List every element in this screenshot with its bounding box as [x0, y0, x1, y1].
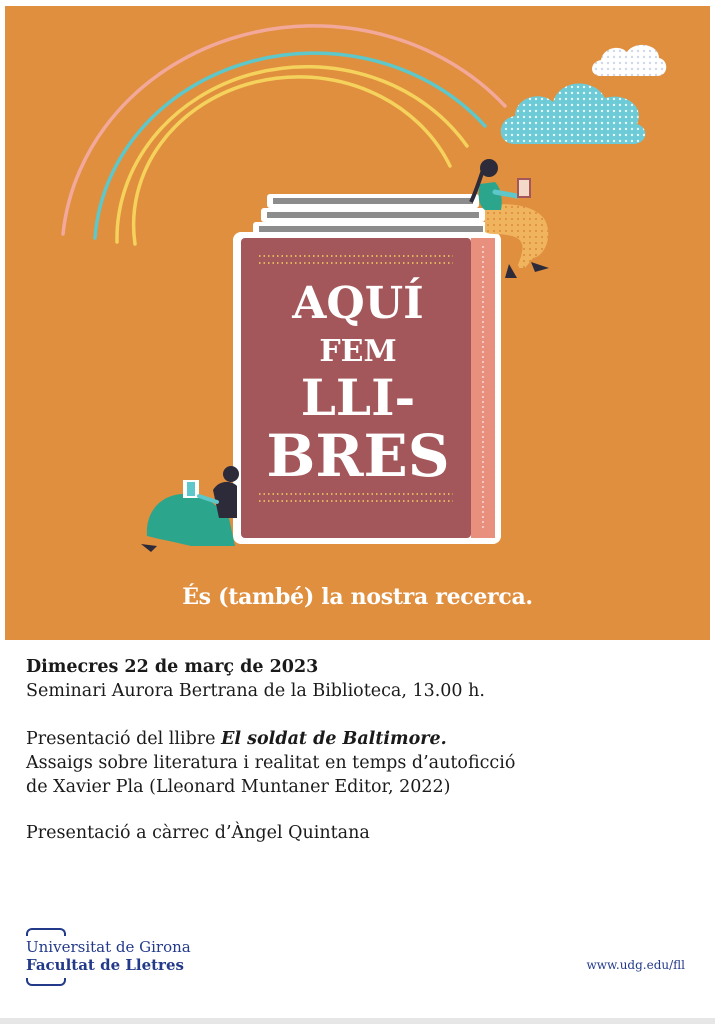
university-name: Universitat de Girona — [26, 938, 191, 956]
presenter: Presentació a càrrec d’Àngel Quintana — [26, 823, 370, 843]
man-reading-figure — [141, 466, 239, 552]
cover-title-line-2: FEM — [319, 334, 397, 369]
event-details — [26, 655, 666, 845]
faculty-name: Facultat de Lletres — [26, 956, 184, 974]
presentation-intro: Presentació del llibre — [26, 729, 222, 749]
university-logo — [26, 928, 191, 986]
cover-title-line-1: AQUÍ — [292, 278, 424, 329]
event-date: Dimecres 22 de març de 2023 — [26, 657, 319, 677]
book-title: El soldat de Baltimore. — [221, 729, 447, 749]
logo-bracket-bottom-icon — [26, 978, 66, 986]
cover-title-line-3: LLI- — [300, 368, 416, 427]
bottom-divider — [0, 1018, 715, 1024]
book-subtitle: Assaigs sobre literatura i realitat en temps d’autoficció — [26, 753, 516, 773]
faculty-url-link[interactable]: www.udg.edu/fll — [586, 958, 685, 972]
book-presentation — [26, 727, 666, 751]
cloud-large — [501, 83, 646, 144]
logo-bracket-icon — [26, 928, 66, 936]
cloud-small — [592, 45, 666, 76]
poster-illustration — [5, 6, 710, 640]
poster-banner — [5, 6, 710, 640]
cover-title-line-4: BRES — [266, 422, 450, 490]
event-location: Seminari Aurora Bertrana de la Biblioteca, 13.00 h. — [26, 681, 485, 701]
tagline: És (també) la nostra recerca. — [182, 584, 533, 610]
book-author: de Xavier Pla (Lleonard Muntaner Editor, 2022) — [26, 777, 451, 797]
